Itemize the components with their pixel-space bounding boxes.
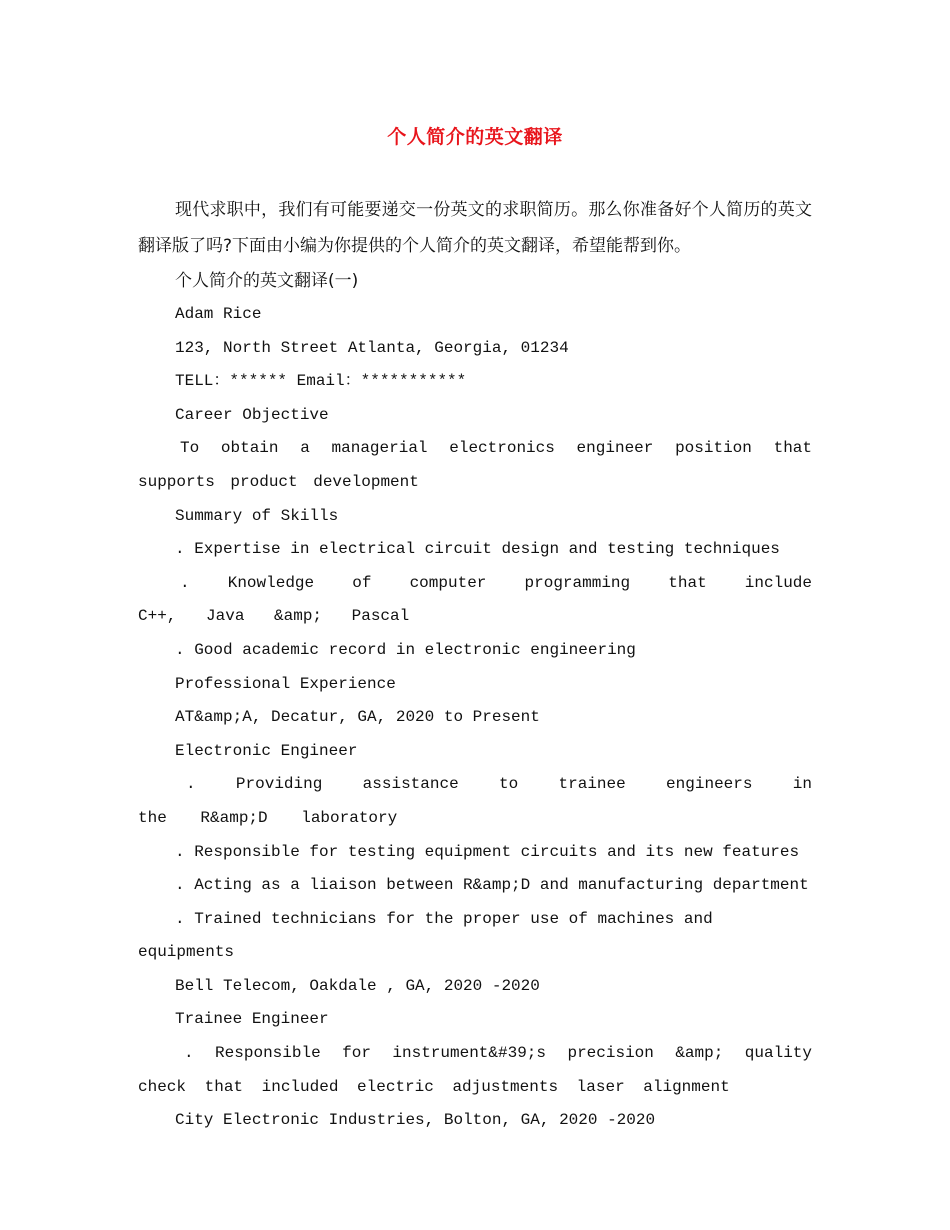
job1-company: AT&amp;A, Decatur, GA, 2020 to Present xyxy=(175,708,540,727)
job2-title: Trainee Engineer xyxy=(175,1010,329,1029)
career-objective-heading: Career Objective xyxy=(175,405,329,424)
job1-duty: . Responsible for testing equipment circuits and its new features xyxy=(175,842,800,861)
experience-heading: Professional Experience xyxy=(175,674,396,693)
career-objective-text: To obtain a managerial electronics engineer position that supports product development xyxy=(138,439,812,491)
resume-name: Adam Rice xyxy=(175,305,262,323)
resume-contact: TELL：****** Email：*********** xyxy=(175,372,467,391)
skill-item: . Good academic record in electronic engineering xyxy=(175,640,636,659)
job1-duty: . Trained technicians for the proper use of machines and equipments xyxy=(138,909,713,962)
document-body xyxy=(138,192,812,1138)
skill-item: . Knowledge of computer programming that include C++, Java &amp; Pascal xyxy=(138,573,812,626)
resume-address: 123, North Street Atlanta, Georgia, 01234 xyxy=(175,338,569,357)
job1-duty: . Acting as a liaison between R&amp;D and manufacturing department xyxy=(175,876,809,895)
skills-heading: Summary of Skills xyxy=(175,506,339,525)
document-title: 个人简介的英文翻译 xyxy=(387,126,563,148)
skill-item: . Expertise in electrical circuit design and testing techniques xyxy=(175,540,780,559)
job2-duty: . Responsible for instrument&#39;s precision &amp; quality check that included electric adjustments laser alignment xyxy=(138,1044,812,1096)
intro-paragraph: 现代求职中，我们有可能要递交一份英文的求职简历。那么你准备好个人简历的英文翻译版了吗?下面由小编为你提供的个人简介的英文翻译，希望能帮到你。 xyxy=(138,200,812,256)
job2-company: Bell Telecom, Oakdale , GA, 2020 -2020 xyxy=(175,976,540,995)
section-heading: 个人简介的英文翻译(一) xyxy=(175,271,359,291)
job1-duty: . Providing assistance to trainee engineers in the R&amp;D laboratory xyxy=(138,775,812,827)
job1-title: Electronic Engineer xyxy=(175,741,358,760)
job3-company: City Electronic Industries, Bolton, GA, 2020 -2020 xyxy=(175,1111,656,1130)
